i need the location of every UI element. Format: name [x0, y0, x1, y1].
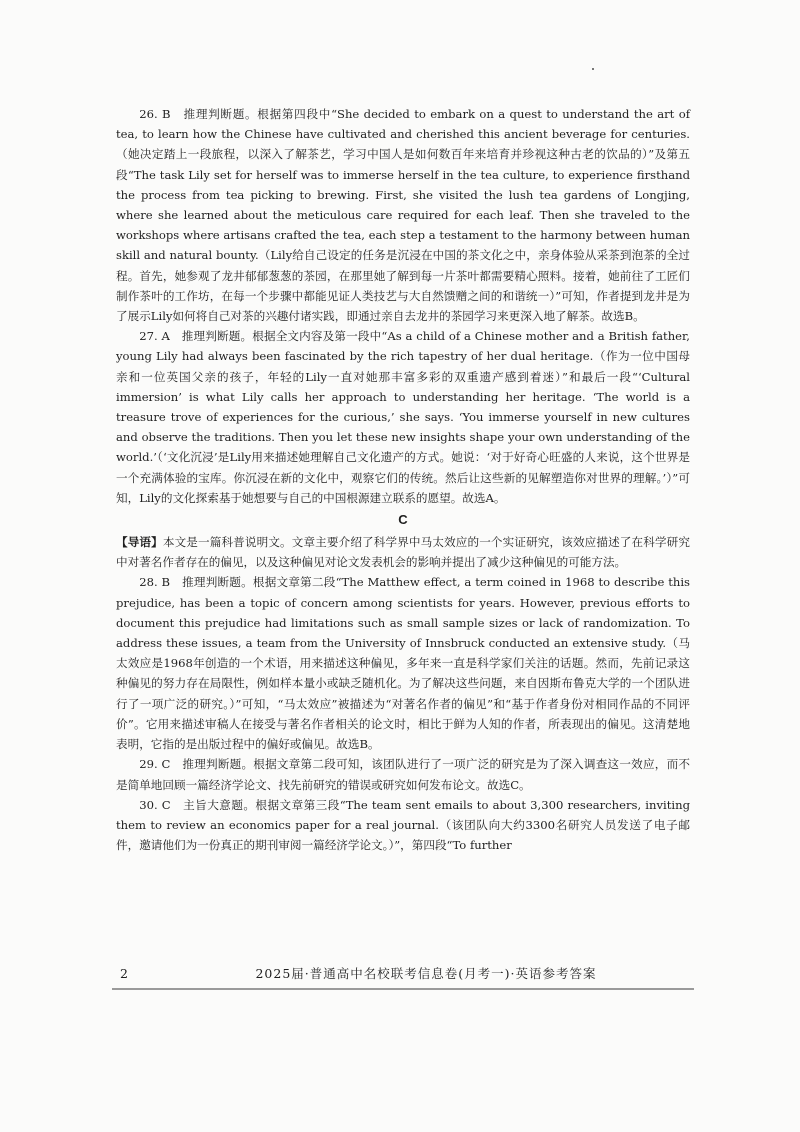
footer-title: 2025届·普通高中名校联考信息卷(月考一)·英语参考答案 [255, 966, 597, 981]
guide-paragraph [116, 532, 690, 572]
section-c-heading: C [398, 512, 408, 528]
guide-text: 本文是一篇科普说明文。文章主要介绍了科学界中马太效应的一个实证研究，该效应描述了在科学研究中对著名作者存在的偏见，以及这种偏见对论文发表机会的影响并提出了减少这种偏见的可能方法。 [116, 535, 690, 570]
answer-28: 28. B 推理判断题。根据文章第二段“The Matthew effect, a term coined in 1968 to describe this prejudice, has been a topic of concern among scientists for years. However, previous efforts to document this prejudice had limitations such as small sample sizes or lack of randomization. To address these issues, a team from the University of Innsbruck conducted an extensive study.（马太效应是1968年创造的一个术语，用来描述这种偏见，多年来一直是科学家们关注的话题。然而，先前记录这种偏见的努力存在局限性，例如样本量小或缺乏随机化。为了解决这些问题，来自因斯布鲁克大学的一个团队进行了一项广泛的研究。）”可知，“马太效应”被描述为“对著名作者的偏见”和“基于作者身份对相同作品的不同评价”。它用来描述审稿人在接受与著名作者相关的论文时，相比于鲜为人知的作者，所表现出的偏见。这清楚地表明，它指的是出版过程中的偏好或偏见。故选B。 [116, 575, 690, 752]
page-footer [120, 962, 692, 984]
answer-content [116, 104, 690, 855]
guide-tag: 【导语】 [116, 535, 163, 550]
scan-speck [592, 68, 594, 70]
answer-26: 26. B 推理判断题。根据第四段中“She decided to embark on a quest to understand the art of tea, to learn how the Chinese have cultivated and cherished this ancient beverage for centuries.（她决定踏上一段旅程，以深入了解茶艺，学习中国人是如何数百年来培育并珍视这种古老的饮品的）”及第五段“The task Lily set for herself was to immerse herself in the tea culture, to experience firsthand the process from tea picking to brewing. First, she visited the lush tea gardens of Longjing, where she learned about the meticulous care required for each leaf. Then she traveled to the workshops where artisans crafted the tea, each step a testament to the harmony between human skill and natural bounty.（Lily给自己设定的任务是沉浸在中国的茶文化之中，亲身体验从采茶到泡茶的全过程。首先，她参观了龙井郁郁葱葱的茶园，在那里她了解到每一片茶叶都需要精心照料。接着，她前往了工匠们制作茶叶的工作坊，在每一个步骤中都能见证人类技艺与大自然馈赠之间的和谐统一）”可知，作者提到龙井是为了展示Lily如何将自己对茶的兴趣付诸实践，即通过亲自去龙井的茶园学习来更深入地了解茶。故选B。 [116, 107, 690, 324]
answer-29: 29. C 推理判断题。根据文章第二段可知，该团队进行了一项广泛的研究是为了深入调查这一效应，而不是简单地回顾一篇经济学论文、找先前研究的错误或研究如何发布论文。故选C。 [116, 757, 690, 792]
footer-divider [112, 988, 694, 990]
answer-27: 27. A 推理判断题。根据全文内容及第一段中“As a child of a Chinese mother and a British father, young Lily had always been fascinated by the rich tapestry of her dual heritage.（作为一位中国母亲和一位英国父亲的孩子，年轻的Lily一直对她那丰富多彩的双重遗产感到着迷）”和最后一段“‘Cultural immersion’ is what Lily calls her approach to understanding her heritage. ‘The world is a treasure trove of experiences for the curious,’ she says. ‘You immerse yourself in new cultures and observe the traditions. Then you let these new insights shape your own understanding of the world.’（‘文化沉浸’是Lily用来描述她理解自己文化遗产的方式。她说：‘对于好奇心旺盛的人来说，这个世界是一个充满体验的宝库。你沉浸在新的文化中，观察它们的传统。然后让这些新的见解塑造你对世界的理解。’）”可知，Lily的文化探索基于她想要与自己的中国根源建立联系的愿望。故选A。 [116, 329, 690, 505]
page-number: 2 [120, 965, 128, 981]
answer-30: 30. C 主旨大意题。根据文章第三段“The team sent emails to about 3,300 researchers, inviting them to review an economics paper for a real journal.（该团队向大约3300名研究人员发送了电子邮件，邀请他们为一份真正的期刊审阅一篇经济学论文。）”，第四段“To further [116, 797, 690, 853]
